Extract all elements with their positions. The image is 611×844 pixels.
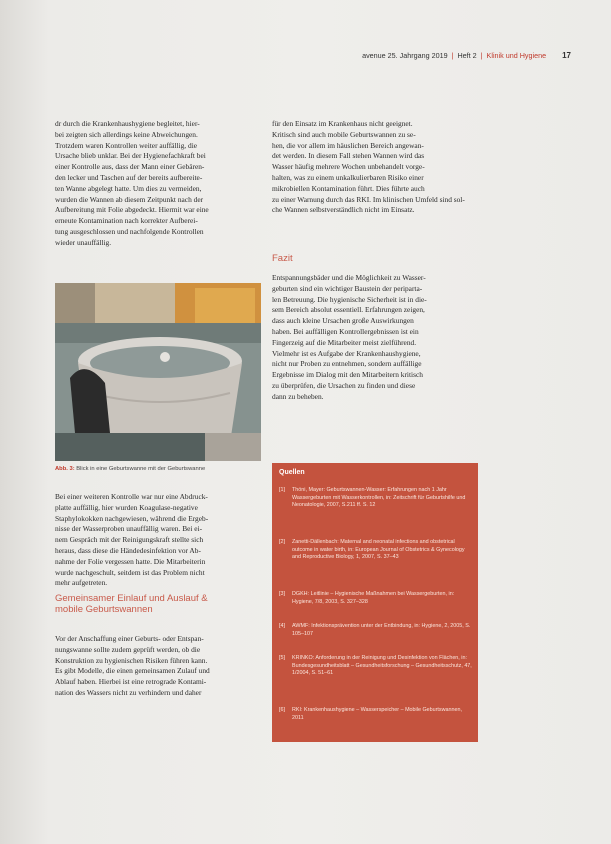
reference-number: [3] <box>279 591 285 597</box>
text-line: zu einer Warnung durch das RKI. Im klinischen Umfeld sind sol- <box>272 194 465 204</box>
text-line: nation des Wassers nicht zu verhindern und daher <box>55 687 202 697</box>
text-line: dr durch die Krankenhaushygiene begleitet, hier- <box>55 119 200 128</box>
reference-number: [2] <box>279 539 285 545</box>
reference-number: [5] <box>279 655 285 661</box>
text-line: Trotzdem waren Kontrollen weiter auffällig, die <box>55 140 198 150</box>
separator: | <box>451 51 454 60</box>
text-line: erneute Kontamination nach korrekter Aufberei- <box>55 216 198 226</box>
page-header <box>362 51 571 60</box>
references-box <box>272 463 478 742</box>
reference-item <box>279 623 473 638</box>
bathtub-illustration <box>55 283 261 461</box>
reference-item <box>279 707 473 722</box>
text-line: Ursache blieb unklar. Bei der Hygienefachkraft bei <box>55 151 206 161</box>
text-line: Ablauf haben. Hierbei ist eine retrograde Kontami- <box>55 677 207 687</box>
text-line: zu überprüfen, die Ursachen zu finden und diese <box>272 380 416 390</box>
text-line: geburten sind ein wichtiger Baustein der periparta- <box>272 283 423 293</box>
text-line: Bei einer weiteren Kontrolle war nur eine Abdruck- <box>55 492 208 501</box>
bathtub-photo <box>55 283 261 461</box>
reference-text: KRINKO: Anforderung in der Reinigung und Desinfektion von Flächen, in: Bundesgesundheitsblatt – Gesundheitsforschung – Gesundheitsschutz, 47, 1/2004, S. 51–61 <box>292 655 472 677</box>
reference-text: Zanetti-Dällenbach: Maternal and neonatal infections and obstetrical outcome in water birth, in: European Journal of Obstetrics & Gynecology and Reproductive Biology, 1, 2007, S. 37–43 <box>292 539 465 561</box>
reference-item <box>279 487 473 510</box>
issue-label: Heft 2 <box>457 51 477 60</box>
text-line: nem Gespräch mit der Reinigungskraft stellte sich <box>55 535 204 545</box>
section-heading-fazit: Fazit <box>272 253 293 264</box>
text-line: Entspannungsbäder und die Möglichkeit zu Wasser- <box>272 273 426 282</box>
figure-label: Abb. 3: <box>55 466 75 472</box>
separator: | <box>480 51 483 60</box>
text-line: Staphylokokken nachgewiesen, während die Ergeb- <box>55 513 209 523</box>
left-paragraph-1 <box>55 119 260 249</box>
text-line: platte auffällig, hier wurden Koagulase-negative <box>55 502 198 512</box>
text-line: einer Kontrolle aus, dass der Mann einer Gebären- <box>55 162 205 172</box>
heading-line: Gemeinsamer Einlauf und Auslauf & <box>55 593 208 604</box>
text-line: heraus, dass diese die Händedesinfektion vor Ab- <box>55 545 201 555</box>
text-line: Konstruktion zu hygienischen Risiken führen kann. <box>55 655 208 665</box>
text-line: ten Wanne abgelegt hatte. Um dies zu vermeiden, <box>55 183 202 193</box>
text-line: mikrobiellen Kontamination führt. Dies führte auch <box>272 183 425 193</box>
text-line: tung ausgeschlossen und nachfolgende Kontrollen <box>55 226 204 236</box>
text-line: den lecker und Taschen auf der bereits aufbereite- <box>55 172 203 182</box>
reference-text: Thöni, Mayer: Geburtswannen-Wasser: Erfahrungen nach 1 Jahr Wassergeburten mit Wasserkontrollen, in: Zeitschrift für Geburtshilfe und Neonatologie, 2007, S.211 ff. S. 12 <box>292 487 466 509</box>
text-line: Es gibt Modelle, die einen gemeinsamen Zulauf und <box>55 666 210 676</box>
page-number: 17 <box>562 51 571 60</box>
section-heading-mobile-tubs <box>55 593 208 615</box>
text-line: len Betreuung. Die hygienische Sicherheit ist in die- <box>272 294 427 304</box>
reference-text: RKI: Krankenhaushygiene – Wasserspeicher – Mobile Geburtswannen, 2011 <box>292 707 462 721</box>
right-paragraph-1 <box>272 119 478 216</box>
text-line: nicht nur Proben zu entnehmen, sondern auffällige <box>272 359 422 369</box>
left-paragraph-3 <box>55 634 260 699</box>
text-line: Wasser häufig mehrere Wochen unbehandelt vorge- <box>272 162 425 172</box>
heading-line: mobile Geburtswannen <box>55 604 153 615</box>
references-title: Quellen <box>279 469 305 476</box>
text-line: Vor der Anschaffung einer Geburts- oder Entspan- <box>55 634 204 643</box>
reference-number: [1] <box>279 487 285 493</box>
figure-caption-text: Blick in eine Geburtswanne mit der Geburtswanne <box>76 466 206 472</box>
text-line: Kritisch sind auch mobile Geburtswannen zu se- <box>272 129 416 139</box>
text-line: nisse der Wasserproben unauffällig waren. Bei ei- <box>55 524 203 534</box>
text-line: dann zu beheben. <box>272 391 324 401</box>
text-line: für den Einsatz im Krankenhaus nicht geeignet. <box>272 119 413 128</box>
text-line: dass auch kleine Ursachen große Auswirkungen <box>272 316 414 326</box>
text-line: Ergebnisse im Dialog mit den Mitarbeitern kritisch <box>272 370 423 380</box>
text-line: bei zeigten sich allerdings keine Abweichungen. <box>55 129 198 139</box>
reference-item <box>279 591 473 606</box>
text-line: mehr aufgetreten. <box>55 578 108 588</box>
text-line: det werden. In diesem Fall stehen Wannen wird das <box>272 151 425 161</box>
text-line: sem Bereich absolut essentiell. Erfahrungen zeigen, <box>272 305 425 315</box>
text-line: halten, was zu einem unkalkulierbaren Risiko einer <box>272 172 424 182</box>
left-paragraph-2 <box>55 492 260 589</box>
text-line: haben. Bei auffälligen Kontrollergebnissen ist ein <box>272 326 419 336</box>
text-line: nahme der Folie vergessen hatte. Die Mitarbeiterin <box>55 556 206 566</box>
journal-title: avenue 25. Jahrgang 2019 <box>362 51 448 60</box>
text-line: wieder unauffällig. <box>55 237 112 247</box>
text-line: che Wannen selbstverständlich nicht im Einsatz. <box>272 205 415 215</box>
text-line: Vielmehr ist es Aufgabe der Krankenhaushygiene, <box>272 348 421 358</box>
text-line: wurde nachgeschult, seitdem ist das Problem nicht <box>55 567 205 577</box>
reference-item <box>279 539 473 562</box>
reference-number: [6] <box>279 707 285 713</box>
reference-text: AWMF: Infektionsprävention unter der Entbindung, in: Hygiene, 2, 2005, S. 105–107 <box>292 623 471 637</box>
section-label: Klinik und Hygiene <box>486 51 547 60</box>
reference-text: DGKH: Leitlinie – Hygienische Maßnahmen bei Wassergeburten, in: Hygiene, 7/8, 2003, S. 327–328 <box>292 591 455 605</box>
text-line: wurden die Wannen ab diesem Zeitpunkt nach der <box>55 194 204 204</box>
reference-number: [4] <box>279 623 285 629</box>
text-line: hen, die vor allem im häuslichen Bereich angewan- <box>272 140 424 150</box>
text-line: Fingerzeig auf die Mitarbeiter meist zielführend. <box>272 337 417 347</box>
reference-item <box>279 655 473 678</box>
right-paragraph-fazit <box>272 273 478 403</box>
text-line: nungswanne sollte zudem geprüft werden, ob die <box>55 644 201 654</box>
figure-caption <box>55 466 261 472</box>
text-line: Aufbereitung mit Folie abgedeckt. Hiermit war eine <box>55 205 209 215</box>
